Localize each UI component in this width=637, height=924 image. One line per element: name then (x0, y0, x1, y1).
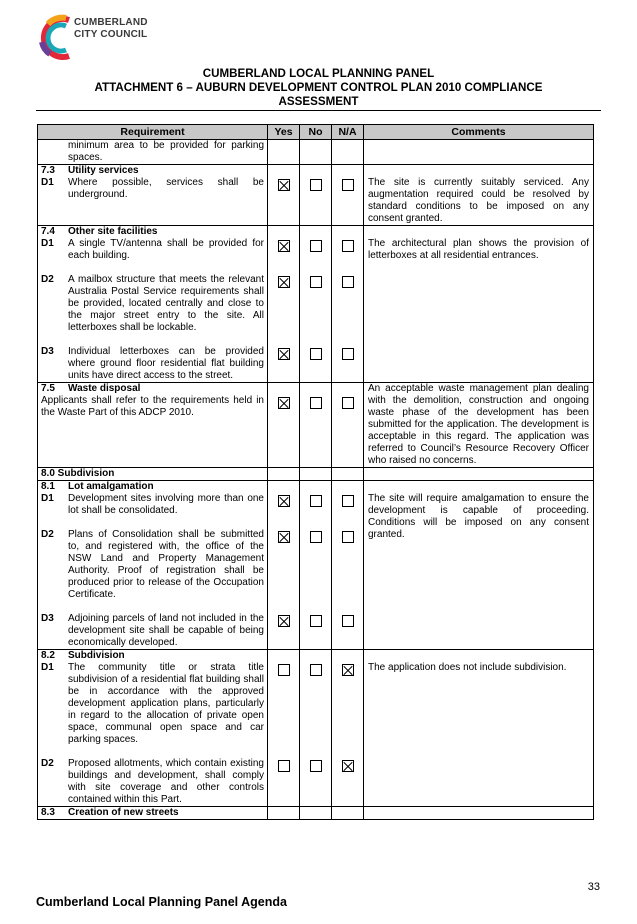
table-row (38, 758, 594, 807)
table-header (38, 125, 594, 140)
req-text: The community title or strata title subdivision of a residential flat building shall be in accordance with the approved development application plans, particularly in regard to the allocation of private open space, communal open space and car parking spaces. (68, 662, 264, 745)
req-code: D1 (41, 493, 54, 504)
req-text: Where possible, services shall be underground. (68, 177, 264, 200)
section-title: Waste disposal (68, 383, 141, 394)
req-code: D3 (41, 346, 54, 357)
section-title: Lot amalgamation (68, 481, 154, 492)
checkbox-yes-checked (278, 397, 290, 409)
section-title: 8.0 Subdivision (38, 468, 268, 481)
footer-title: Cumberland Local Planning Panel Agenda (36, 895, 287, 909)
checkbox-no (310, 531, 322, 543)
req-text: Individual letterboxes can be provided where ground floor residential flat building units have direct access to the street. (68, 346, 264, 381)
req-code: D2 (41, 758, 54, 769)
logo-arc-teal (48, 25, 66, 51)
section-title: Other site facilities (68, 226, 158, 237)
checkbox-yes-checked (278, 348, 290, 360)
section-code: 8.2 (41, 650, 55, 661)
section-code: 8.3 (41, 807, 55, 818)
checkbox-no (310, 615, 322, 627)
col-no: No (300, 125, 332, 140)
req-text: Development sites involving more than one lot shall be consolidated. (68, 493, 264, 516)
comment: An acceptable waste management plan dealing with the demolition, construction and ongoing waste phase of the development has been submitted for the application. The development is acceptable in this regard. The application was referred to Council’s Resource Recovery Officer who raised no concerns. (364, 383, 594, 468)
req-text: Applicants shall refer to the requirements held in the Waste Part of this ADCP 2010. (41, 395, 264, 418)
checkbox-no (310, 276, 322, 288)
logo-line1: CUMBERLAND (74, 17, 148, 28)
req-text: A single TV/antenna shall be provided for each building. (68, 238, 264, 261)
req-text: Adjoining parcels of land not included in the development site shall be capable of being economically developed. (68, 613, 264, 648)
section-code: 7.5 (41, 383, 55, 394)
col-requirement: Requirement (38, 125, 268, 140)
checkbox-yes (278, 664, 290, 676)
compliance-table (37, 124, 594, 820)
logo-line2: CITY COUNCIL (74, 29, 148, 40)
checkbox-na (342, 276, 354, 288)
comment: The application does not include subdivision. (364, 650, 594, 759)
checkbox-no (310, 760, 322, 772)
table-row (38, 274, 594, 346)
checkbox-na-checked (342, 760, 354, 772)
checkbox-no (310, 495, 322, 507)
col-comments: Comments (364, 125, 594, 140)
section-code: 8.1 (41, 481, 55, 492)
checkbox-na (342, 495, 354, 507)
req-code: D3 (41, 613, 54, 624)
req-code: D1 (41, 662, 54, 673)
checkbox-na (342, 531, 354, 543)
checkbox-na-checked (342, 664, 354, 676)
section-title: Subdivision (68, 650, 125, 661)
req-code: D2 (41, 529, 54, 540)
table-row (38, 346, 594, 383)
section-row (38, 165, 594, 226)
req-code: D1 (41, 238, 54, 249)
checkbox-no (310, 240, 322, 252)
section-row (38, 650, 594, 759)
logo-text (74, 17, 148, 41)
header-rule (36, 110, 601, 111)
checkbox-na (342, 397, 354, 409)
section-row (38, 226, 594, 275)
section-row (38, 468, 594, 481)
col-na: N/A (332, 125, 364, 140)
checkbox-na (342, 179, 354, 191)
checkbox-yes-checked (278, 240, 290, 252)
section-row (38, 481, 594, 530)
section-title: Utility services (68, 165, 139, 176)
comment: The site is currently suitably serviced. Any augmentation required could be resolved by standard conditions to be imposed on any consent granted. (364, 165, 594, 226)
req-code: D2 (41, 274, 54, 285)
section-row (38, 383, 594, 468)
req-text: Proposed allotments, which contain existing buildings and development, shall comply with site coverage and other controls contained within this Part. (68, 758, 264, 805)
col-yes: Yes (268, 125, 300, 140)
page-number: 33 (587, 881, 600, 893)
req-text: Plans of Consolidation shall be submitted to, and registered with, the office of the NSW Land and Property Management Authority. Proof of registration shall be produced prior to release of the Occupation Certificate. (68, 529, 264, 600)
checkbox-yes-checked (278, 531, 290, 543)
section-title: Creation of new streets (68, 807, 179, 818)
checkbox-yes-checked (278, 179, 290, 191)
req-text: A mailbox structure that meets the relevant Australia Postal Service requirements shall be provided, located centrally and close to the major street entry to the site. All letterboxes shall be lockable. (68, 274, 264, 333)
checkbox-na (342, 348, 354, 360)
checkbox-na (342, 240, 354, 252)
section-row (38, 807, 594, 820)
section-code: 7.4 (41, 226, 55, 237)
checkbox-no (310, 664, 322, 676)
comment: The architectural plan shows the provision of letterboxes at all residential entrances. (364, 226, 594, 275)
checkbox-yes (278, 760, 290, 772)
checkbox-na (342, 615, 354, 627)
header-line3: ASSESSMENT (278, 95, 359, 108)
table-row (38, 140, 594, 165)
req-code: D1 (41, 177, 54, 188)
header-line1: CUMBERLAND LOCAL PLANNING PANEL (202, 67, 435, 80)
checkbox-yes-checked (278, 276, 290, 288)
checkbox-yes-checked (278, 495, 290, 507)
continued-text: minimum area to be provided for parking spaces. (68, 140, 264, 163)
checkbox-no (310, 397, 322, 409)
header-line2: ATTACHMENT 6 – AUBURN DEVELOPMENT CONTROL PLAN 2010 COMPLIANCE (94, 81, 543, 94)
section-code: 7.3 (41, 165, 55, 176)
checkbox-no (310, 179, 322, 191)
checkbox-yes-checked (278, 615, 290, 627)
checkbox-no (310, 348, 322, 360)
comment: The site will require amalgamation to ensure the development is capable of proceeding. Conditions will be imposed on any consent granted. (364, 481, 594, 650)
